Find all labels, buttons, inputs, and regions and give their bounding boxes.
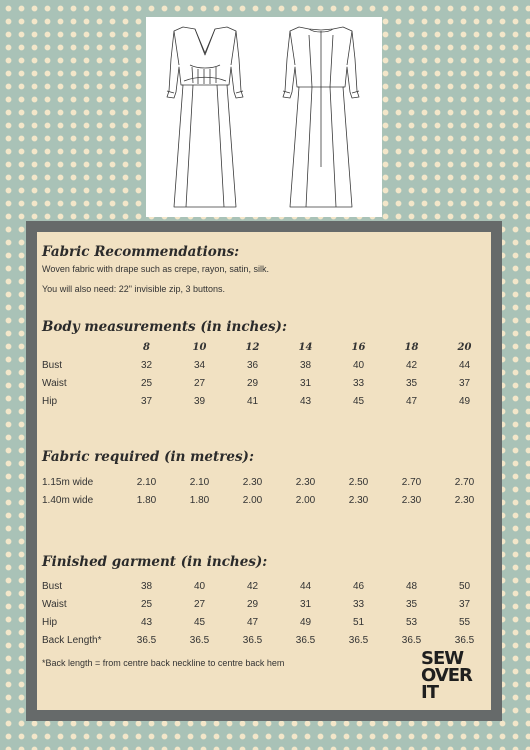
table-cell: 2.70 [454, 476, 475, 488]
table-cell: 37 [458, 377, 471, 389]
row-label: Back Length* [42, 634, 102, 646]
size-header-row [42, 338, 491, 356]
table-cell: 43 [140, 616, 153, 628]
sizing-card [37, 232, 491, 710]
dress-back-sketch [283, 27, 359, 207]
table-cell: 31 [299, 598, 312, 610]
table-cell: 25 [140, 377, 153, 389]
table-cell: 35 [405, 377, 418, 389]
table-cell: 49 [299, 616, 312, 628]
finished-garment-table [42, 577, 491, 649]
notions-text: You will also need: 22" invisible zip, 3 buttons. [42, 284, 225, 294]
dress-front-sketch [167, 27, 243, 207]
table-cell: 2.30 [348, 494, 369, 506]
table-cell: 44 [299, 580, 312, 592]
table-cell: 36.5 [454, 634, 475, 646]
table-cell: 2.00 [295, 494, 316, 506]
table-cell: 35 [405, 598, 418, 610]
back-length-footnote: *Back length = from centre back neckline to centre back hem [42, 658, 285, 668]
table-cell: 32 [140, 359, 153, 371]
row-label: Waist [42, 598, 67, 610]
dress-sketch-image [146, 17, 382, 217]
table-cell: 36 [246, 359, 259, 371]
row-label: 1.15m wide [42, 476, 94, 488]
table-cell: 38 [140, 580, 153, 592]
table-cell: 40 [193, 580, 206, 592]
table-cell: 36.5 [242, 634, 263, 646]
table-cell: 45 [352, 395, 365, 407]
table-row [42, 631, 491, 649]
table-cell: 2.30 [454, 494, 475, 506]
size-header: 12 [245, 341, 260, 353]
table-cell: 40 [352, 359, 365, 371]
table-cell: 53 [405, 616, 418, 628]
table-cell: 1.80 [136, 494, 157, 506]
logo-line: SEW [421, 648, 464, 669]
row-label: Bust [42, 359, 63, 371]
table-cell: 42 [405, 359, 418, 371]
size-header: 8 [143, 341, 150, 353]
table-cell: 2.10 [136, 476, 157, 488]
logo-line: IT [421, 682, 438, 703]
size-header: 14 [298, 341, 313, 353]
table-cell: 31 [299, 377, 312, 389]
size-header: 10 [192, 341, 207, 353]
table-cell: 47 [246, 616, 259, 628]
fabric-recommendations-heading: Fabric Recommendations: [42, 244, 240, 260]
table-cell: 36.5 [136, 634, 157, 646]
table-row [42, 491, 491, 509]
table-cell: 25 [140, 598, 153, 610]
row-label: Hip [42, 395, 58, 407]
size-header: 18 [404, 341, 419, 353]
table-cell: 46 [352, 580, 365, 592]
table-cell: 49 [458, 395, 471, 407]
row-label: Hip [42, 616, 58, 628]
fabric-description: Woven fabric with drape such as crepe, rayon, satin, silk. [42, 264, 269, 274]
table-cell: 36.5 [401, 634, 422, 646]
sizing-panel-frame [26, 221, 502, 721]
row-label: Bust [42, 580, 63, 592]
dress-illustration [146, 17, 382, 217]
sew-over-it-logo [421, 650, 472, 701]
size-header: 16 [351, 341, 366, 353]
table-cell: 41 [246, 395, 259, 407]
table-cell: 2.50 [348, 476, 369, 488]
table-row [42, 392, 491, 410]
table-cell: 45 [193, 616, 206, 628]
body-measurements-heading: Body measurements (in inches): [42, 319, 287, 335]
table-cell: 47 [405, 395, 418, 407]
table-cell: 2.30 [401, 494, 422, 506]
table-cell: 39 [193, 395, 206, 407]
table-cell: 48 [405, 580, 418, 592]
logo-line: OVER [421, 665, 472, 686]
table-cell: 33 [352, 377, 365, 389]
table-cell: 37 [140, 395, 153, 407]
fabric-required-table [42, 473, 491, 509]
table-cell: 36.5 [295, 634, 316, 646]
table-cell: 2.30 [295, 476, 316, 488]
table-cell: 29 [246, 598, 259, 610]
table-cell: 33 [352, 598, 365, 610]
row-label: 1.40m wide [42, 494, 94, 506]
table-cell: 2.70 [401, 476, 422, 488]
table-cell: 34 [193, 359, 206, 371]
table-cell: 42 [246, 580, 259, 592]
body-measurements-table [42, 338, 491, 410]
table-cell: 2.00 [242, 494, 263, 506]
table-cell: 37 [458, 598, 471, 610]
table-cell: 50 [458, 580, 471, 592]
table-row [42, 595, 491, 613]
table-cell: 27 [193, 377, 206, 389]
table-cell: 51 [352, 616, 365, 628]
finished-garment-heading: Finished garment (in inches): [42, 554, 268, 570]
table-row [42, 473, 491, 491]
table-cell: 44 [458, 359, 471, 371]
table-cell: 36.5 [348, 634, 369, 646]
size-header: 20 [457, 341, 472, 353]
table-cell: 27 [193, 598, 206, 610]
table-cell: 55 [458, 616, 471, 628]
row-label: Waist [42, 377, 67, 389]
table-row [42, 374, 491, 392]
table-cell: 2.10 [189, 476, 210, 488]
table-cell: 1.80 [189, 494, 210, 506]
table-cell: 29 [246, 377, 259, 389]
table-cell: 38 [299, 359, 312, 371]
table-row [42, 356, 491, 374]
table-cell: 43 [299, 395, 312, 407]
table-row [42, 577, 491, 595]
table-cell: 36.5 [189, 634, 210, 646]
table-cell: 2.30 [242, 476, 263, 488]
fabric-required-heading: Fabric required (in metres): [42, 449, 254, 465]
table-row [42, 613, 491, 631]
